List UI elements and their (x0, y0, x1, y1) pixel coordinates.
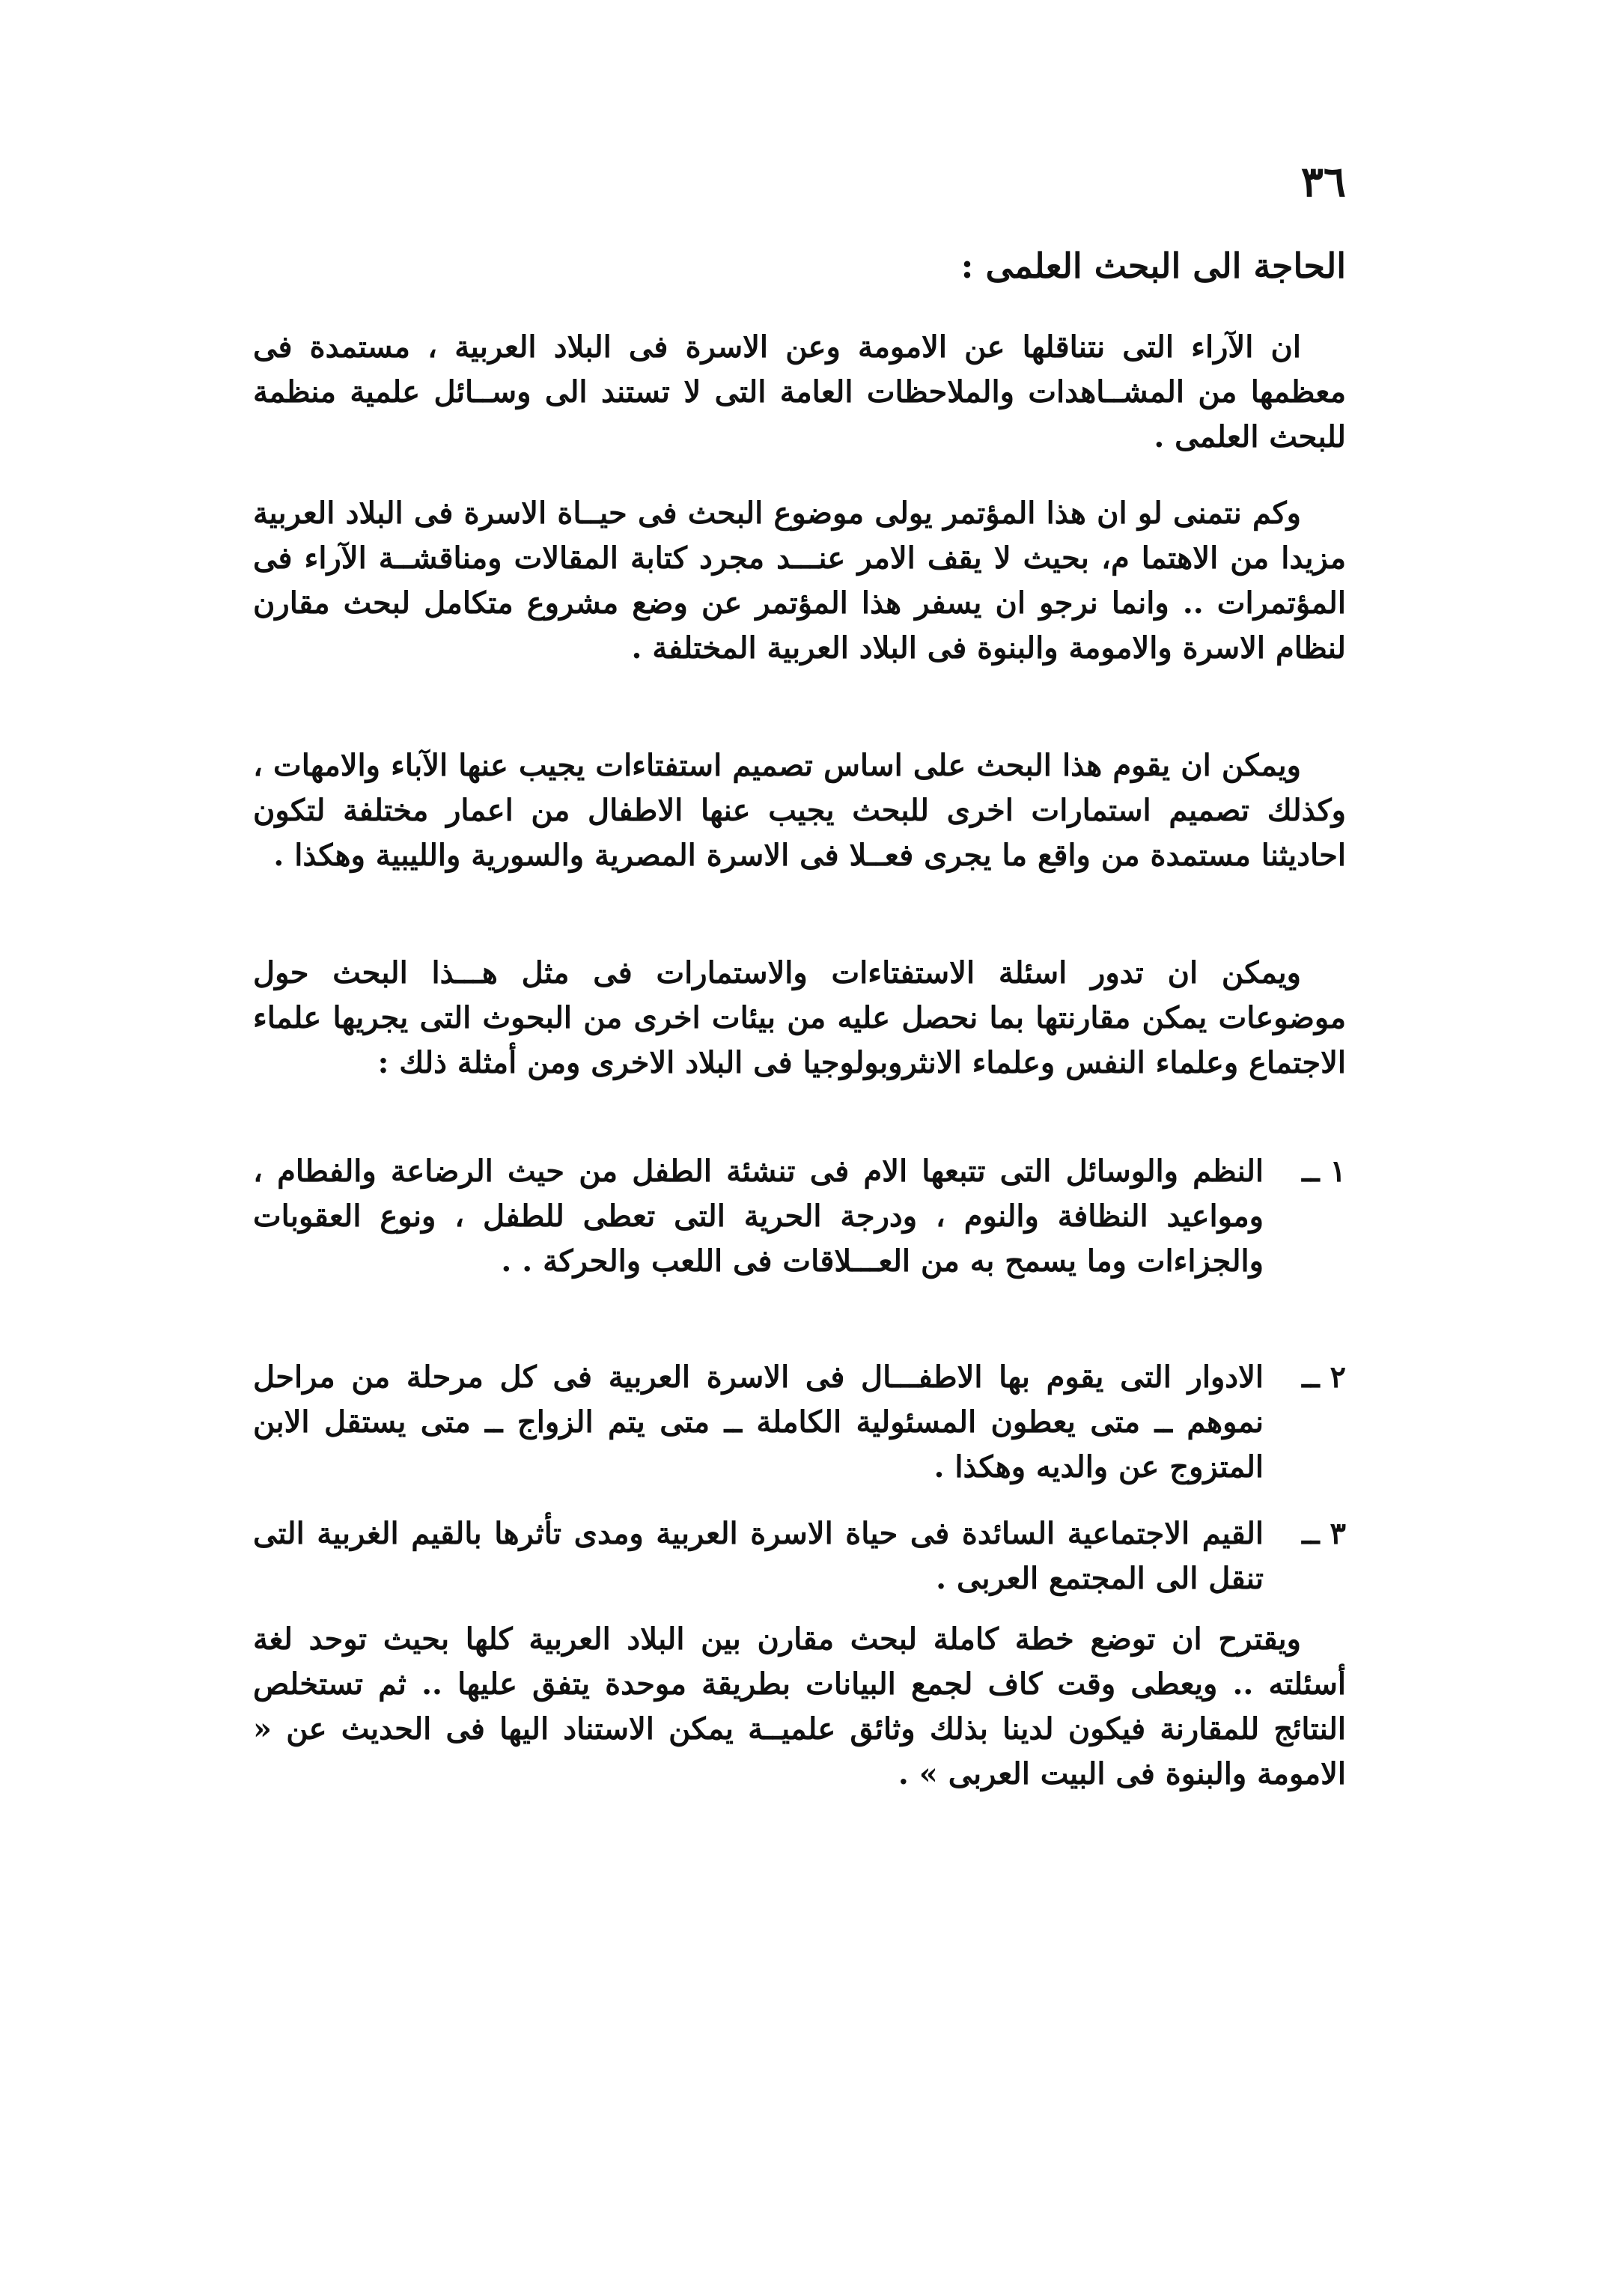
list-item (253, 1355, 1346, 1490)
paragraph-text: ويقترح ان توضع خطة كاملة لبحث مقارن بين البلاد العربية كلها بحيث توحد لغة أسئلته .. ويعطى وقت كاف لجمع البيانات بطريقة موحدة يتفق عليها .. ثم تستخلص النتائج للمقارنة فيكون لدينا بذلك وثائق علميــة يمكن الاستناد اليها فى الحديث عن « الامومة والبنوة فى البيت العربى » . (253, 1621, 1346, 1791)
paragraph-text: وكم نتمنى لو ان هذا المؤتمر يولى موضوع البحث فى حيــاة الاسرة فى البلاد العربية مزيدا من الاهتما م، بحيث لا يقف الامر عنـــد مجرد كتابة المقالات ومناقشــة الآراء فى المؤتمرات .. وانما نرجو ان يسفر هذا المؤتمر عن وضع مشروع متكامل لبحث مقارن لنظام الاسرة والامومة والبنوة فى البلاد العربية المختلفة . (253, 496, 1346, 666)
paragraph-text: ويمكن ان تدور اسئلة الاستفتاءات والاستمارات فى مثل هـــذا البحث حول موضوعات يمكن مقارنتها بما نحصل عليه من بيئات اخرى من البحوث التى يجريها علماء الاجتماع وعلماء النفس وعلماء الانثروبولوجيا فى البلاد الاخرى ومن أمثلة ذلك : (253, 955, 1346, 1080)
paragraph-text: ويمكن ان يقوم هذا البحث على اساس تصميم استفتاءات يجيب عنها الآباء والامهات ، وكذلك تصميم استمارات اخرى للبحث يجيب عنها الاطفال من اعمار مختلفة لتكون احاديثنا مستمدة من واقع ما يجرى فعــلا فى الاسرة المصرية والسورية والليبية وهكذا . (253, 748, 1346, 873)
paragraph (253, 491, 1346, 671)
list-item-text: القيم الاجتماعية السائدة فى حياة الاسرة العربية ومدى تأثرها بالقيم الغربية التى تنقل الى المجتمع العربى . (253, 1516, 1264, 1596)
closing-paragraph (253, 1617, 1346, 1797)
list-item (253, 1149, 1346, 1284)
paragraph-text: ان الآراء التى نتناقلها عن الامومة وعن الاسرة فى البلاد العربية ، مستمدة فى معظمها من المشــاهدات والملاحظات العامة التى لا تستند الى وســائل علمية منظمة للبحث العلمى . (253, 329, 1346, 454)
section-heading: الحاجة الى البحث العلمى : (960, 246, 1346, 286)
list-item-number: ١ ــ (1302, 1154, 1346, 1189)
paragraph (253, 325, 1346, 460)
list-item-number: ٣ ــ (1302, 1516, 1346, 1551)
list-item-text: الادوار التى يقوم بها الاطفـــال فى الاسرة العربية فى كل مرحلة من مراحل نموهم ــ متى يعطون المسئولية الكاملة ــ متى يتم الزواج ــ متى يستقل الابن المتزوج عن والديه وهكذا . (253, 1359, 1264, 1485)
paragraph (253, 951, 1346, 1085)
list-item (253, 1511, 1346, 1601)
list-item-text: النظم والوسائل التى تتبعها الام فى تنشئة الطفل من حيث الرضاعة والفطام ، ومواعيد النظافة والنوم ، ودرجة الحرية التى تعطى للطفل ، ونوع العقوبات والجزاءات وما يسمح به من العـــلاقات فى اللعب والحركة . . (253, 1154, 1264, 1279)
paragraph (253, 743, 1346, 878)
page-number: ٣٦ (1300, 157, 1346, 207)
list-item-number: ٢ ــ (1302, 1359, 1346, 1395)
